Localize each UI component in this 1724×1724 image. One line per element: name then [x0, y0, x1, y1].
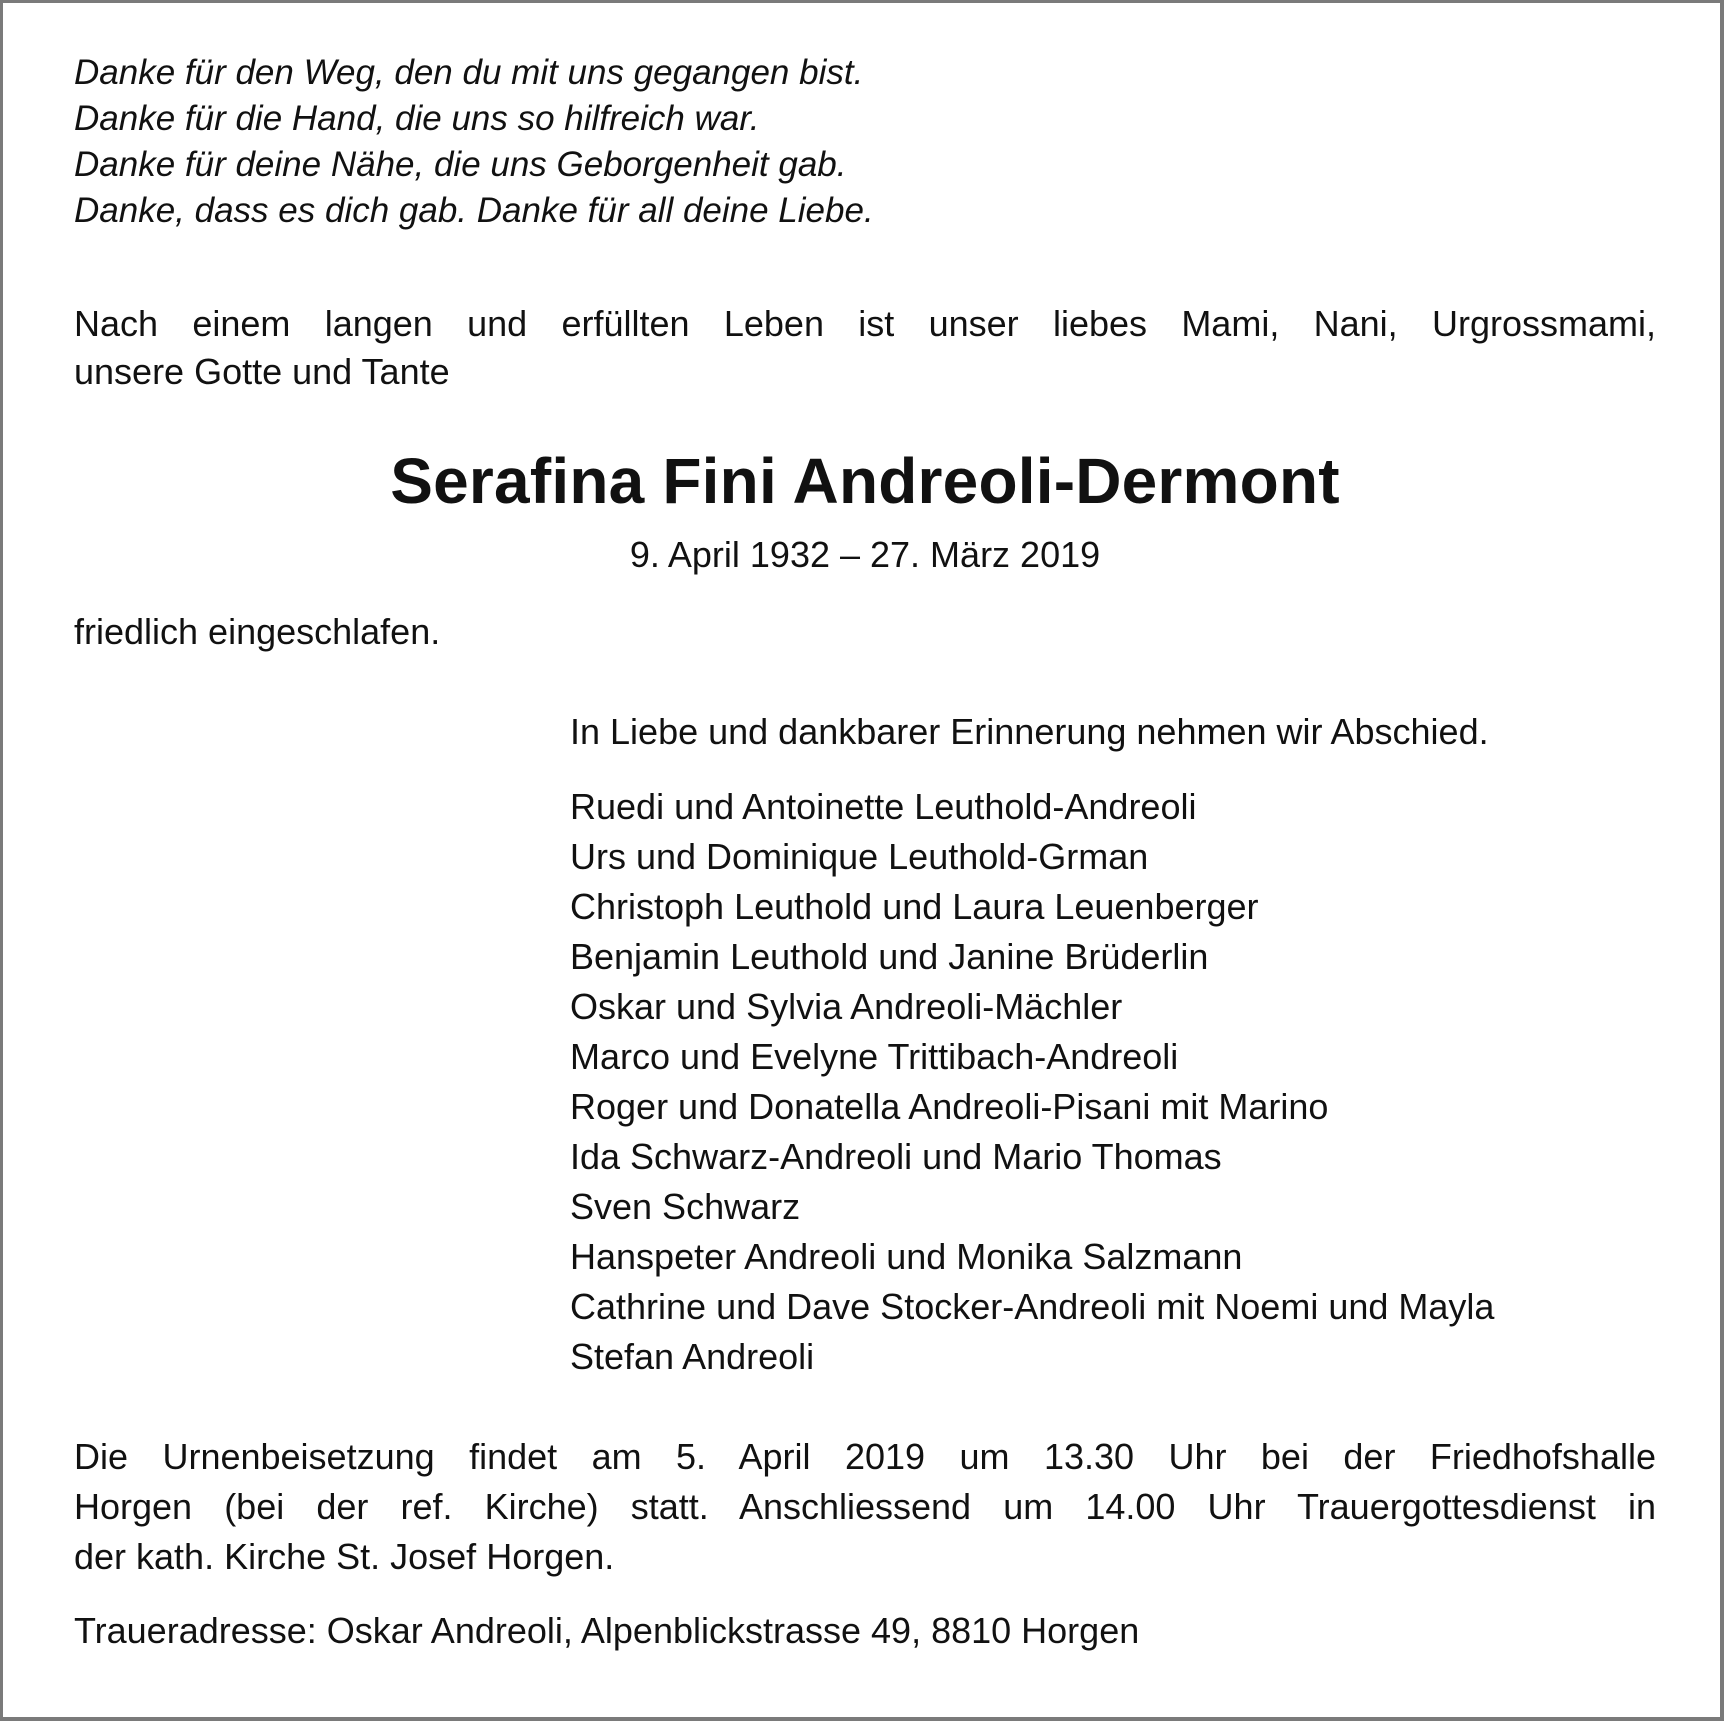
mourners-list: [570, 782, 1494, 1382]
memorial-poem: [74, 50, 874, 234]
mourner-item: Roger und Donatella Andreoli-Pisani mit Marino: [570, 1086, 1329, 1127]
poem-line: Danke für deine Nähe, die uns Geborgenheit gab.: [74, 145, 847, 184]
mourner-item: Cathrine und Dave Stocker-Andreoli mit Noemi und Mayla: [570, 1286, 1495, 1327]
intro-paragraph: [74, 300, 1656, 396]
life-dates: 9. April 1932 – 27. März 2019: [629, 534, 1101, 575]
poem-line: Danke, dass es dich gab. Danke für all deine Liebe.: [74, 191, 874, 230]
deceased-name: Serafina Fini Andreoli-Dermont: [390, 445, 1340, 517]
service-line: Die Urnenbeisetzung findet am 5. April 2019 um 13.30 Uhr bei der Friedhofshalle: [74, 1436, 1656, 1477]
mourner-item: Ida Schwarz-Andreoli und Mario Thomas: [570, 1136, 1222, 1177]
intro-line: unsere Gotte und Tante: [74, 351, 450, 392]
mourner-item: Stefan Andreoli: [570, 1336, 815, 1377]
service-announcement: [74, 1432, 1656, 1582]
mourner-item: Sven Schwarz: [570, 1186, 801, 1227]
mourner-item: Benjamin Leuthold und Janine Brüderlin: [570, 936, 1209, 977]
farewell-text: In Liebe und dankbarer Erinnerung nehmen wir Abschied.: [570, 711, 1489, 752]
mourner-item: Marco und Evelyne Trittibach-Andreoli: [570, 1036, 1179, 1077]
condolence-address: Traueradresse: Oskar Andreoli, Alpenblickstrasse 49, 8810 Horgen: [74, 1610, 1140, 1651]
mourner-item: Oskar und Sylvia Andreoli-Mächler: [570, 986, 1123, 1027]
mourner-item: Urs und Dominique Leuthold-Grman: [570, 836, 1149, 877]
obituary-content: [74, 3, 1656, 1717]
poem-line: Danke für den Weg, den du mit uns gegangen bist.: [74, 53, 864, 92]
service-line: der kath. Kirche St. Josef Horgen.: [74, 1536, 615, 1577]
mourner-item: Ruedi und Antoinette Leuthold-Andreoli: [570, 786, 1197, 827]
mourner-item: Christoph Leuthold und Laura Leuenberger: [570, 886, 1259, 927]
passed-text: friedlich eingeschlafen.: [74, 611, 441, 652]
mourner-item: Hanspeter Andreoli und Monika Salzmann: [570, 1236, 1243, 1277]
intro-line: Nach einem langen und erfüllten Leben ist unser liebes Mami, Nani, Urgrossmami,: [74, 303, 1656, 344]
service-line: Horgen (bei der ref. Kirche) statt. Anschliessend um 14.00 Uhr Trauergottesdienst in: [74, 1486, 1656, 1527]
poem-line: Danke für die Hand, die uns so hilfreich war.: [74, 99, 760, 138]
